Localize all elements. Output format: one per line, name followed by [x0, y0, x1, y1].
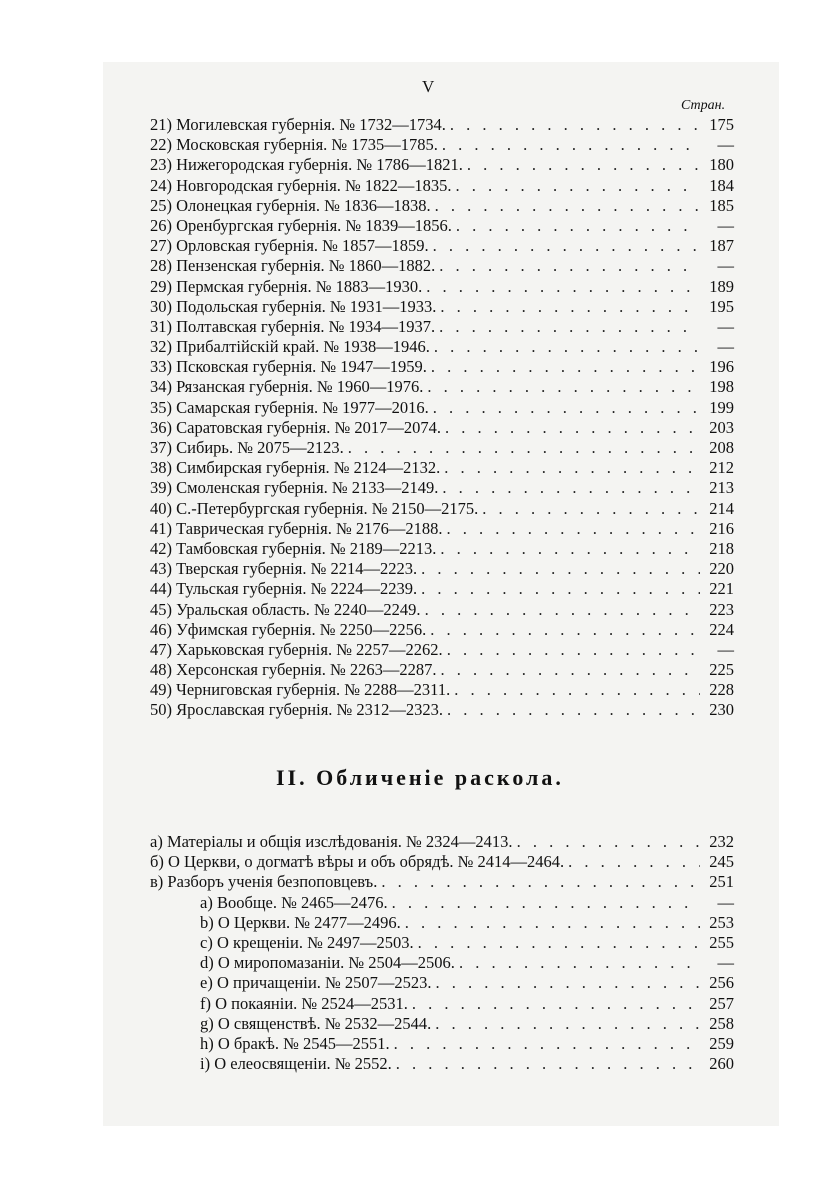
- leader-dots: [412, 994, 700, 1014]
- toc-entry-label: 30) Подольская губернія. № 1931—1933.: [150, 296, 437, 316]
- toc-entry-label: b) О Церкви. № 2477—2496.: [200, 912, 401, 932]
- toc-entry-label: 40) С.-Петербургская губернія. № 2150—2175.: [150, 498, 479, 518]
- leader-dots: [447, 640, 700, 660]
- toc-subentry: [150, 913, 734, 933]
- toc-subentry: [150, 893, 734, 913]
- toc-entry: [150, 539, 734, 559]
- toc-entry-page: 251: [709, 872, 734, 892]
- toc-entry: [150, 398, 734, 418]
- toc-entry-page: —: [717, 953, 734, 973]
- toc-entry-page: 212: [709, 458, 734, 478]
- toc-entry-label: в) Разборъ ученія безпоповцевъ.: [150, 872, 378, 892]
- toc-entry-page: 228: [709, 680, 734, 700]
- toc-entry-page: 223: [709, 599, 734, 619]
- toc-entry-label: 25) Олонецкая губернія. № 1836—1838.: [150, 195, 431, 215]
- toc-entry-page: 253: [709, 912, 734, 932]
- toc-subentry: [150, 973, 734, 993]
- toc-entry-page: 232: [709, 832, 734, 851]
- toc-entry-page: 213: [709, 478, 734, 498]
- toc-entry: [150, 680, 734, 700]
- toc-entry-page: 198: [709, 377, 734, 397]
- leader-dots: [482, 499, 700, 519]
- toc-entry-label: 34) Рязанская губернія. № 1960—1976.: [150, 377, 424, 397]
- leader-dots: [427, 377, 700, 397]
- toc-entry-page: —: [717, 639, 734, 659]
- toc-entry-page: 225: [709, 660, 734, 680]
- toc-section-1: [150, 115, 734, 721]
- toc-entry: [150, 579, 734, 599]
- toc-entry: [150, 458, 734, 478]
- leader-dots: [450, 115, 700, 135]
- leader-dots: [467, 155, 700, 175]
- toc-entry: [150, 418, 734, 438]
- leader-dots: [381, 872, 700, 892]
- leader-dots: [425, 600, 700, 620]
- toc-entry-label: 41) Таврическая губернія. № 2176—2188.: [150, 518, 443, 538]
- toc-entry: [150, 216, 734, 236]
- leader-dots: [440, 539, 700, 559]
- toc-entry-page: 255: [709, 932, 734, 952]
- leader-dots: [421, 559, 700, 579]
- toc-entry-page: —: [717, 337, 734, 357]
- toc-entry: [150, 660, 734, 680]
- toc-entry-label: 49) Черниговская губернія. № 2288—2311.: [150, 680, 451, 700]
- leader-dots: [439, 256, 700, 276]
- leader-dots: [456, 216, 700, 236]
- toc-entry-page: 216: [709, 518, 734, 538]
- toc-entry-page: 214: [709, 498, 734, 518]
- leader-dots: [433, 398, 700, 418]
- page-folio: V: [422, 77, 435, 96]
- toc-entry-page: 208: [709, 438, 734, 457]
- leader-dots: [456, 176, 700, 196]
- toc-entry-label: 35) Самарская губернія. № 1977—2016.: [150, 397, 429, 417]
- toc-entry-label: f) О покаяніи. № 2524—2531.: [200, 993, 408, 1013]
- toc-entry: [150, 600, 734, 620]
- toc-entry-page: 189: [709, 276, 734, 296]
- toc-entry: [150, 700, 734, 720]
- toc-entry-page: —: [717, 215, 734, 235]
- toc-entry-page: 245: [709, 852, 734, 872]
- toc-entry-page: 220: [709, 559, 734, 579]
- leader-dots: [442, 135, 700, 155]
- toc-entry-label: 21) Могилевская губернія. № 1732—1734.: [150, 115, 446, 134]
- leader-dots: [447, 700, 700, 720]
- toc-entry: [150, 620, 734, 640]
- toc-entry-label: 22) Московская губернія. № 1735—1785.: [150, 135, 438, 155]
- toc-entry-page: 221: [709, 579, 734, 599]
- toc-entry-label: 33) Псковская губернія. № 1947—1959.: [150, 357, 427, 377]
- toc-subentry: [150, 933, 734, 953]
- toc-entry: [150, 357, 734, 377]
- toc-entry: [150, 115, 734, 135]
- leader-dots: [446, 519, 700, 539]
- leader-dots: [430, 620, 700, 640]
- leader-dots: [440, 660, 700, 680]
- toc-entry: [150, 317, 734, 337]
- toc-entry-label: 50) Ярославская губернія. № 2312—2323.: [150, 700, 444, 720]
- toc-subentry: [150, 953, 734, 973]
- toc-entry: [150, 872, 734, 892]
- toc-entry-label: i) О елеосвященіи. № 2552.: [200, 1054, 392, 1074]
- toc-entry-page: 218: [709, 538, 734, 558]
- toc-entry-page: 257: [709, 993, 734, 1013]
- toc-entry-label: 26) Оренбургская губернія. № 1839—1856.: [150, 215, 452, 235]
- toc-entry-page: 185: [709, 195, 734, 215]
- toc-entry-label: 46) Уфимская губернія. № 2250—2256.: [150, 619, 427, 639]
- toc-entry-page: 180: [709, 155, 734, 175]
- toc-entry: [150, 377, 734, 397]
- leader-dots: [459, 953, 700, 973]
- toc-entry-label: а) Матеріалы и общія изслѣдованія. № 2324—2413.: [150, 832, 513, 851]
- toc-entry-label: 27) Орловская губернія. № 1857—1859.: [150, 236, 429, 256]
- toc-entry-label: 24) Новгородская губернія. № 1822—1835.: [150, 175, 452, 195]
- toc-entry: [150, 832, 734, 852]
- leader-dots: [394, 1034, 700, 1054]
- toc-entry: [150, 499, 734, 519]
- toc-subentry: [150, 1054, 734, 1074]
- leader-dots: [436, 973, 700, 993]
- leader-dots: [454, 680, 700, 700]
- toc-entry-page: 184: [709, 175, 734, 195]
- toc-entry-page: 175: [709, 115, 734, 134]
- toc-entry-label: 39) Смоленская губернія. № 2133—2149.: [150, 478, 439, 498]
- leader-dots: [442, 478, 700, 498]
- toc-entry-label: 28) Пензенская губернія. № 1860—1882.: [150, 256, 436, 276]
- toc-entry-label: 36) Саратовская губернія. № 2017—2074.: [150, 417, 441, 437]
- toc-entry-label: 45) Уральская область. № 2240—2249.: [150, 599, 421, 619]
- toc-entry-page: —: [717, 135, 734, 155]
- toc-entry-page: 258: [709, 1013, 734, 1033]
- toc-entry: [150, 852, 734, 872]
- toc-entry: [150, 478, 734, 498]
- toc-entry-page: 256: [709, 973, 734, 993]
- leader-dots: [392, 893, 700, 913]
- toc-entry-label: d) О миропомазаніи. № 2504—2506.: [200, 953, 455, 973]
- toc-entry-label: 48) Херсонская губернія. № 2263—2287.: [150, 660, 437, 680]
- leader-dots: [348, 438, 700, 458]
- toc-entry: [150, 155, 734, 175]
- leader-dots: [439, 317, 700, 337]
- leader-dots: [426, 277, 700, 297]
- toc-entry-page: —: [717, 256, 734, 276]
- toc-subentry: [150, 1034, 734, 1054]
- toc-entry-page: 259: [709, 1033, 734, 1053]
- toc-entry: [150, 297, 734, 317]
- leader-dots: [431, 357, 700, 377]
- leader-dots: [440, 297, 700, 317]
- page-column-header: Стран.: [681, 98, 726, 113]
- toc-entry-label: 43) Тверская губернія. № 2214—2223.: [150, 559, 418, 579]
- leader-dots: [396, 1054, 700, 1074]
- toc-entry-page: 199: [709, 397, 734, 417]
- toc-entry-label: 37) Сибирь. № 2075—2123.: [150, 438, 344, 457]
- toc-entry-label: 44) Тульская губернія. № 2224—2239.: [150, 579, 418, 599]
- toc-entry-page: 203: [709, 417, 734, 437]
- toc-entry-label: 29) Пермская губернія. № 1883—1930.: [150, 276, 423, 296]
- toc-entry-page: 224: [709, 619, 734, 639]
- toc-subentry: [150, 1014, 734, 1034]
- toc-entry-label: e) О причащеніи. № 2507—2523.: [200, 973, 432, 993]
- toc-entry: [150, 277, 734, 297]
- toc-entry: [150, 196, 734, 216]
- toc-section-2: [150, 832, 734, 1074]
- toc-entry-label: 38) Симбирская губернія. № 2124—2132.: [150, 458, 441, 478]
- toc-entry-label: 32) Прибалтійскій край. № 1938—1946.: [150, 337, 430, 357]
- toc-subentry: [150, 994, 734, 1014]
- toc-entry-label: c) О крещеніи. № 2497—2503.: [200, 932, 414, 952]
- leader-dots: [568, 852, 700, 872]
- toc-entry-label: h) О бракѣ. № 2545—2551.: [200, 1033, 390, 1053]
- leader-dots: [418, 933, 700, 953]
- toc-entry-page: 196: [709, 357, 734, 377]
- leader-dots: [433, 236, 700, 256]
- leader-dots: [435, 196, 700, 216]
- toc-entry-page: —: [717, 892, 734, 912]
- leader-dots: [444, 458, 700, 478]
- toc-entry: [150, 176, 734, 196]
- toc-entry-page: 230: [709, 700, 734, 720]
- leader-dots: [517, 832, 700, 852]
- toc-entry: [150, 236, 734, 256]
- section-2-title: II. Обличеніе раскола.: [276, 765, 564, 790]
- toc-entry-label: g) О священствѣ. № 2532—2544.: [200, 1013, 432, 1033]
- leader-dots: [421, 579, 700, 599]
- toc-entry: [150, 135, 734, 155]
- leader-dots: [435, 1014, 700, 1034]
- toc-entry: [150, 640, 734, 660]
- toc-entry-page: 195: [709, 296, 734, 316]
- leader-dots: [405, 913, 700, 933]
- toc-entry-page: 260: [709, 1054, 734, 1074]
- toc-entry: [150, 559, 734, 579]
- toc-entry-label: 42) Тамбовская губернія. № 2189—2213.: [150, 538, 437, 558]
- toc-entry-label: 31) Полтавская губернія. № 1934—1937.: [150, 316, 436, 336]
- toc-entry-label: a) Вообще. № 2465—2476.: [200, 892, 388, 912]
- toc-entry: [150, 519, 734, 539]
- toc-entry-label: 47) Харьковская губернія. № 2257—2262.: [150, 639, 443, 659]
- toc-entry: [150, 438, 734, 458]
- toc-entry-label: 23) Нижегородская губернія. № 1786—1821.: [150, 155, 463, 175]
- toc-entry-page: 187: [709, 236, 734, 256]
- leader-dots: [434, 337, 700, 357]
- toc-entry: [150, 256, 734, 276]
- leader-dots: [445, 418, 700, 438]
- toc-entry-label: б) О Церкви, о догматѣ вѣры и объ обрядѣ. № 2414—2464.: [150, 852, 565, 872]
- toc-entry: [150, 337, 734, 357]
- toc-entry-page: —: [717, 316, 734, 336]
